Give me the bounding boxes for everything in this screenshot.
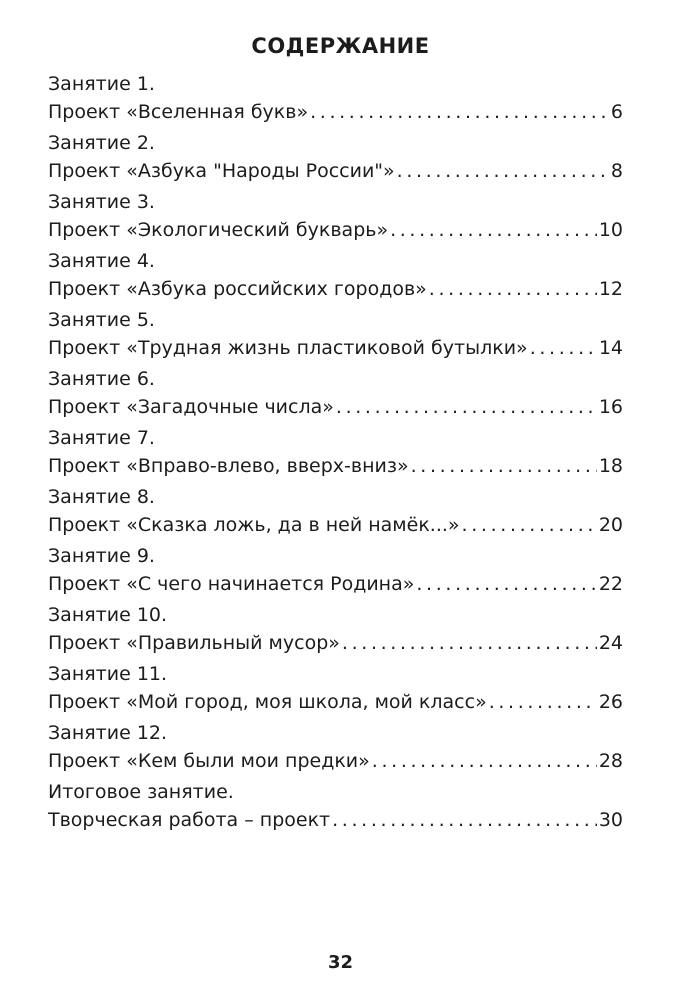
dot-leader [429,275,597,303]
page-ref: 6 [610,101,623,123]
page-ref: 24 [598,632,623,654]
page-ref: 28 [598,750,623,772]
project-title: Творческая работа – проект [48,809,331,831]
dot-leader [336,393,597,421]
lesson-label: Занятие 10. [48,604,168,626]
page-ref: 30 [598,809,623,831]
page-number: 32 [327,952,354,973]
toc-entry [48,188,623,247]
page-ref: 18 [598,455,623,477]
page-ref: 8 [610,160,623,182]
toc-line [48,98,623,126]
dot-leader [462,511,597,539]
toc-line [48,806,623,834]
project-title: Проект «Мой город, моя школа, мой класс» [48,691,487,713]
lesson-label: Занятие 4. [48,250,155,272]
toc-line [48,393,623,421]
lesson-label: Занятие 6. [48,368,155,390]
lesson-label: Занятие 11. [48,663,168,685]
lesson-label: Итоговое занятие. [48,781,234,803]
toc-entry [48,306,623,365]
lesson-label: Занятие 3. [48,191,155,213]
page-ref: 20 [598,514,623,536]
toc-line [48,452,623,480]
project-title: Проект «Экологический букварь» [48,219,389,241]
project-title: Проект «Загадочные числа» [48,396,334,418]
lesson-label: Занятие 8. [48,486,155,508]
project-title: Проект «Вправо-влево, вверх-вниз» [48,455,409,477]
dot-leader [397,157,609,185]
toc-entry [48,719,623,778]
toc-entry [48,365,623,424]
project-title: Проект «Кем были мои предки» [48,750,370,772]
project-title: Проект «Азбука "Народы России"» [48,160,395,182]
dot-leader [416,570,596,598]
lesson-label: Занятие 2. [48,132,155,154]
page-ref: 22 [598,573,623,595]
table-of-contents [48,70,623,837]
toc-line [48,157,623,185]
dot-leader [332,806,597,834]
toc-entry [48,483,623,542]
project-title: Проект «Азбука российских городов» [48,278,427,300]
toc-entry [48,601,623,660]
lesson-label: Занятие 9. [48,545,155,567]
lesson-label: Занятие 5. [48,309,155,331]
toc-line [48,216,623,244]
toc-entry [48,778,623,837]
toc-line [48,511,623,539]
toc-entry [48,660,623,719]
dot-leader [390,216,597,244]
project-title: Проект «С чего начинается Родина» [48,573,415,595]
toc-line [48,275,623,303]
dot-leader [530,334,597,362]
toc-entry [48,542,623,601]
project-title: Проект «Вселенная букв» [48,101,309,123]
dot-leader [310,98,609,126]
page-ref: 16 [598,396,623,418]
toc-line [48,688,623,716]
dot-leader [411,452,597,480]
dot-leader [372,747,597,775]
lesson-label: Занятие 7. [48,427,155,449]
toc-line [48,570,623,598]
toc-entry [48,247,623,306]
page-ref: 14 [598,337,623,359]
page-ref: 10 [598,219,623,241]
page-ref: 12 [598,278,623,300]
toc-line [48,629,623,657]
project-title: Проект «Сказка ложь, да в ней намёк...» [48,514,460,536]
dot-leader [342,629,597,657]
dot-leader [489,688,597,716]
lesson-label: Занятие 12. [48,722,168,744]
toc-line [48,334,623,362]
page-ref: 26 [598,691,623,713]
toc-entry [48,424,623,483]
lesson-label: Занятие 1. [48,73,155,95]
page-title: СОДЕРЖАНИЕ [251,34,430,58]
toc-entry [48,70,623,129]
project-title: Проект «Трудная жизнь пластиковой бутылки» [48,337,528,359]
project-title: Проект «Правильный мусор» [48,632,340,654]
toc-line [48,747,623,775]
toc-entry [48,129,623,188]
